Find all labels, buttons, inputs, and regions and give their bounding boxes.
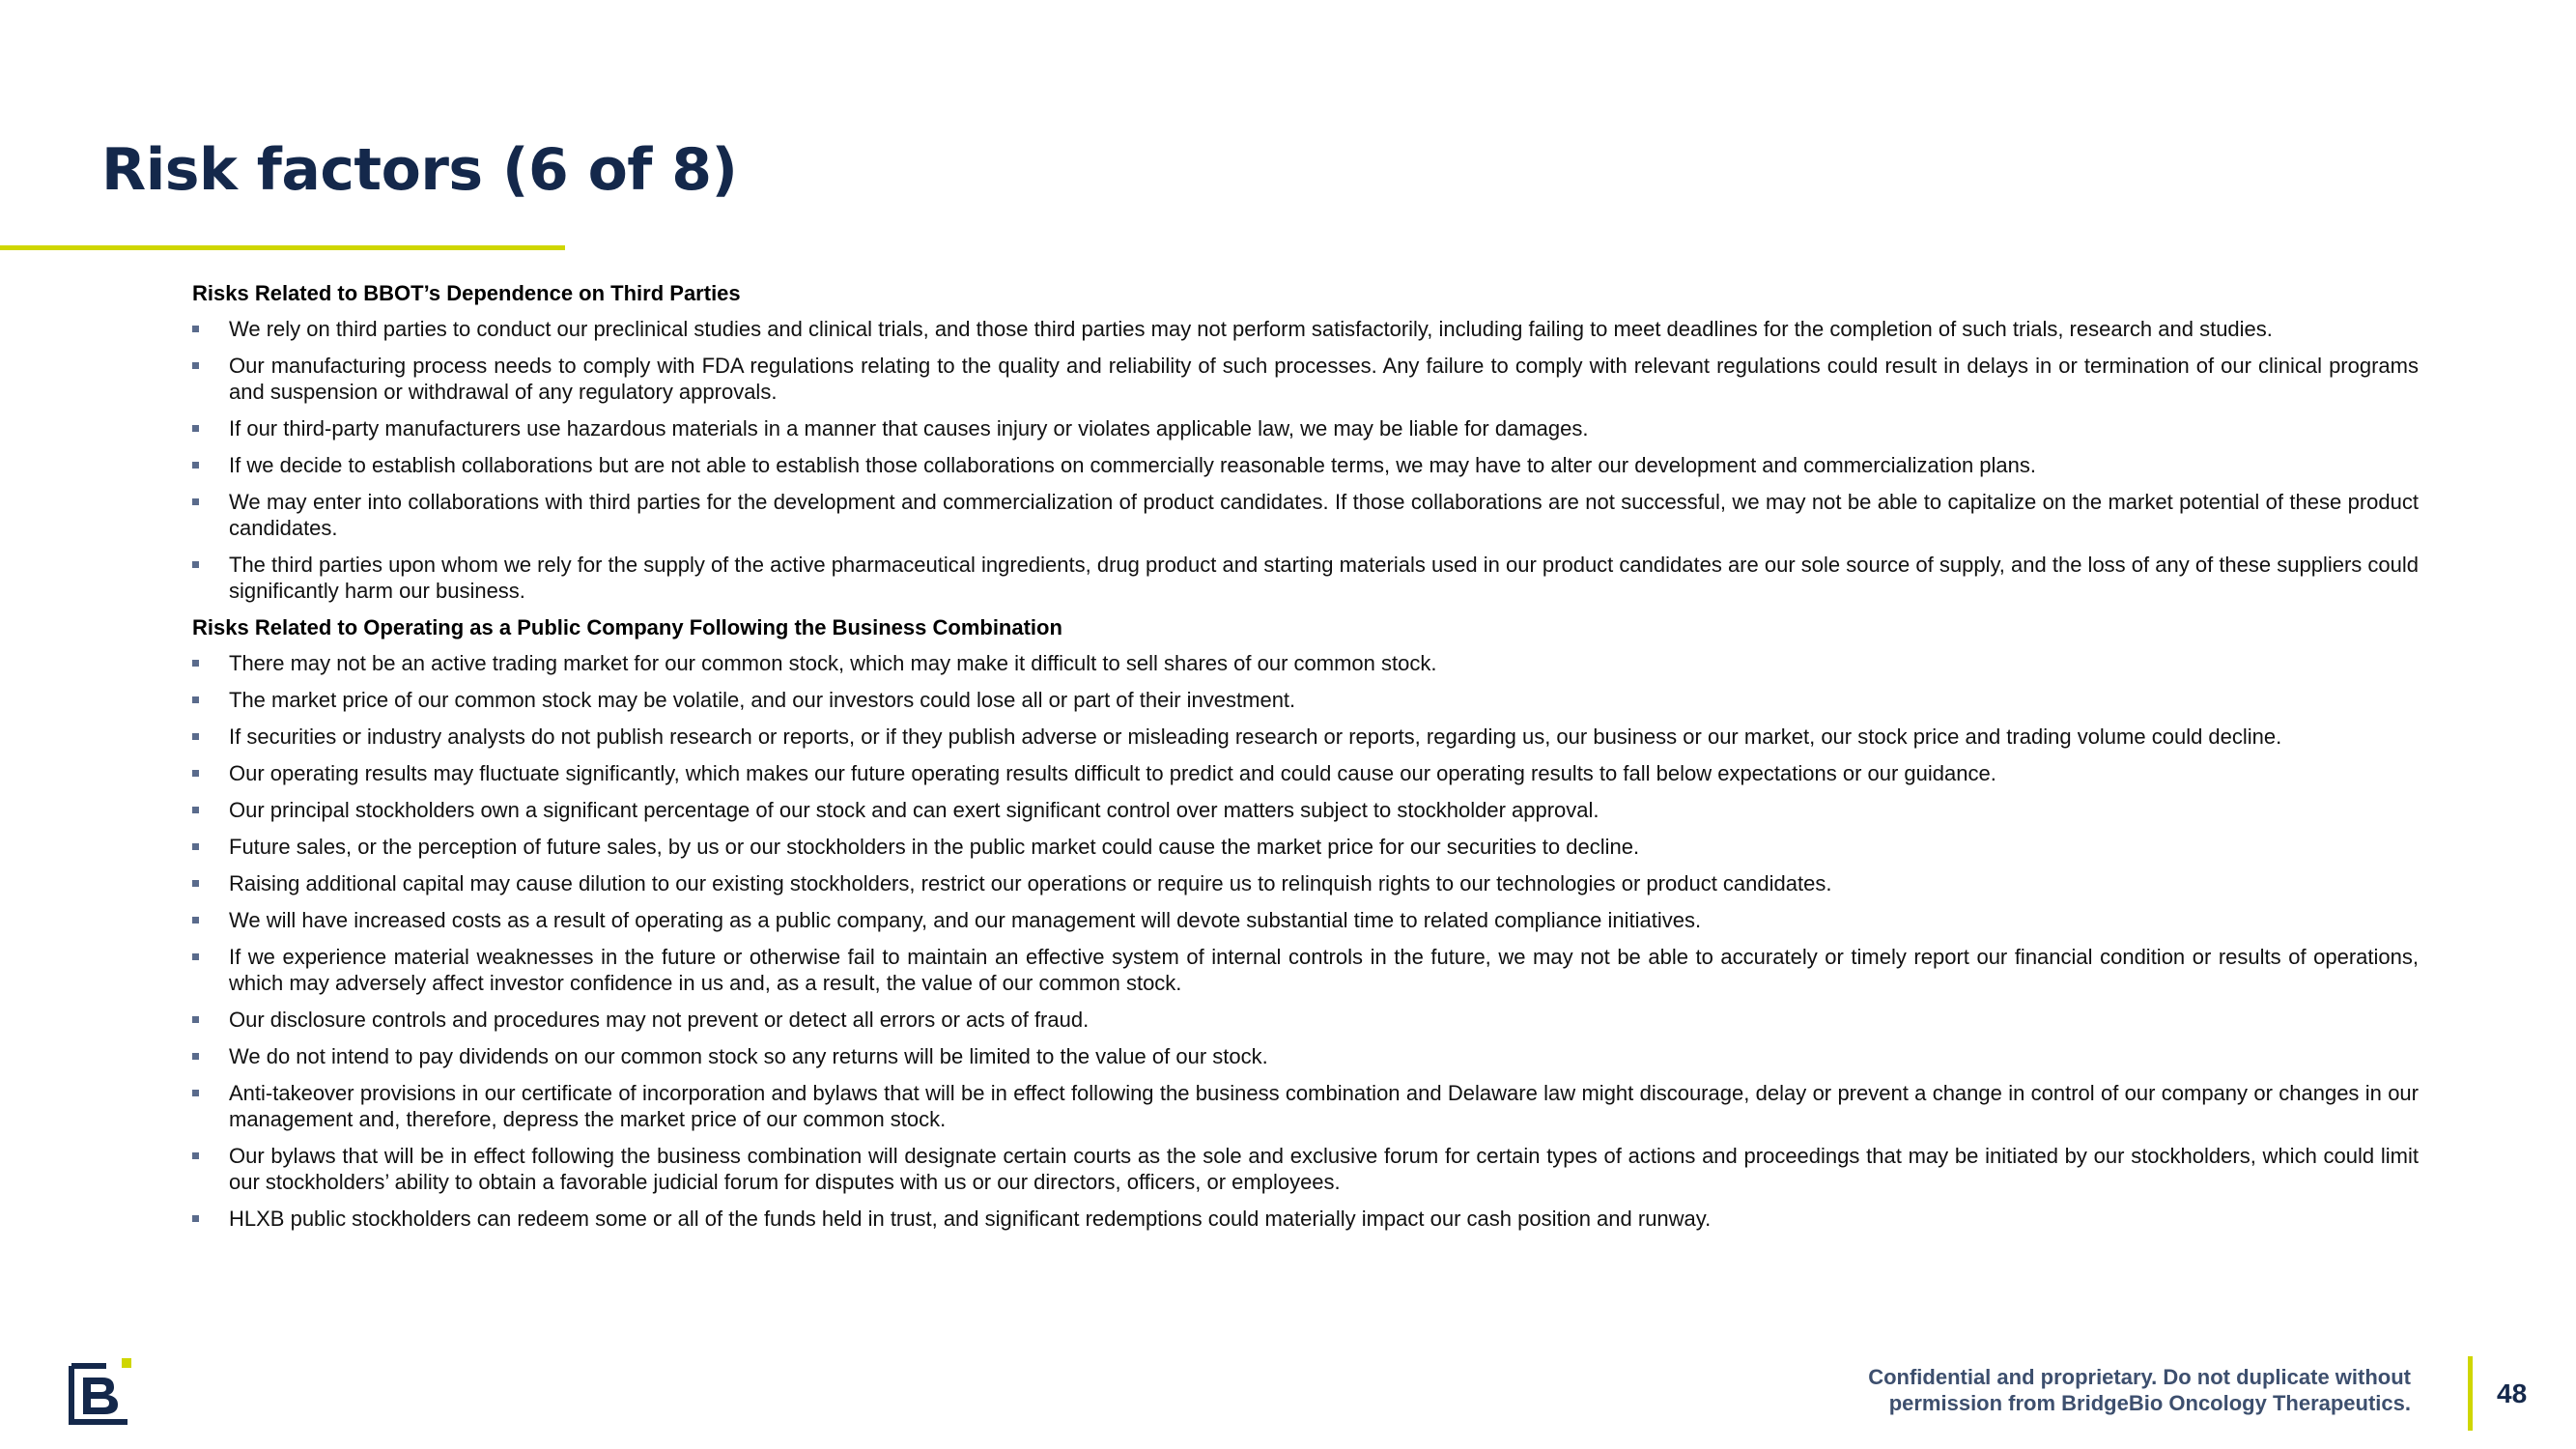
square-bullet-icon: [192, 696, 199, 703]
square-bullet-icon: [192, 326, 199, 332]
list-item: [192, 489, 2419, 541]
list-item: [192, 687, 2419, 713]
list-item-text: Our manufacturing process needs to comply with FDA regulations relating to the quality and reliability of such processes. Any failure to comply with relevant regulations could result in delays in or termination of our clinical programs and suspension or withdrawal of any regulatory approvals.: [229, 354, 2419, 404]
square-bullet-icon: [192, 917, 199, 923]
list-item: [192, 650, 2419, 676]
list-item-text: If securities or industry analysts do not publish research or reports, or if they publish adverse or misleading research or reports, regarding us, our business or our market, our stock price and trading volume could decline.: [229, 724, 2282, 749]
square-bullet-icon: [192, 425, 199, 432]
list-item-text: HLXB public stockholders can redeem some or all of the funds held in trust, and significant redemptions could materially impact our cash position and runway.: [229, 1207, 1712, 1231]
list-item-text: If our third-party manufacturers use hazardous materials in a manner that causes injury or violates applicable law, we may be liable for damages.: [229, 416, 1589, 440]
title-accent-rule: [0, 245, 565, 250]
square-bullet-icon: [192, 660, 199, 667]
list-item: [192, 1080, 2419, 1132]
list-item: [192, 834, 2419, 860]
list-item-text: If we experience material weaknesses in the future or otherwise fail to maintain an effective system of internal controls in the future, we may not be able to accurately or timely report our financial condition or results of operations, which may adversely affect investor confidence in us and, as a result, the value of our common stock.: [229, 945, 2419, 995]
list-item-text: The market price of our common stock may be volatile, and our investors could lose all or part of their investment.: [229, 688, 1296, 712]
footer-line-1: Confidential and proprietary. Do not duplicate without: [1868, 1365, 2411, 1389]
footer-accent-rule: [2468, 1356, 2473, 1431]
slide-title: Risk factors (6 of 8): [101, 136, 738, 204]
list-item-text: Future sales, or the perception of future sales, by us or our stockholders in the public market could cause the market price for our securities to decline.: [229, 835, 1640, 859]
list-item: [192, 870, 2419, 896]
square-bullet-icon: [192, 843, 199, 850]
footer-line-2: permission from BridgeBio Oncology Therapeutics.: [1888, 1391, 2411, 1415]
footer-confidentiality: [1542, 1364, 2411, 1416]
square-bullet-icon: [192, 807, 199, 813]
bullet-list: [192, 650, 2419, 1232]
list-item-text: Our bylaws that will be in effect following the business combination will designate certain courts as the sole and exclusive forum for certain types of actions and proceedings that may be initiated by our stockholders, which could limit our stockholders’ ability to obtain a favorable judicial forum for disputes with us or our directors, officers, or employees.: [229, 1144, 2419, 1194]
list-item: [192, 907, 2419, 933]
square-bullet-icon: [192, 770, 199, 777]
list-item-text: Our disclosure controls and procedures may not prevent or detect all errors or acts of fraud.: [229, 1008, 1090, 1032]
list-item-text: Our operating results may fluctuate significantly, which makes our future operating results difficult to predict and could cause our operating results to fall below expectations or our guidance.: [229, 761, 1996, 785]
list-item: [192, 797, 2419, 823]
page-number: 48: [2497, 1378, 2528, 1408]
list-item: [192, 1043, 2419, 1069]
square-bullet-icon: [192, 498, 199, 505]
list-item: [192, 353, 2419, 405]
list-item: [192, 316, 2419, 342]
list-item-text: We rely on third parties to conduct our preclinical studies and clinical trials, and those third parties may not perform satisfactorily, including failing to meet deadlines for the completion of such trials, research and studies.: [229, 317, 2273, 341]
square-bullet-icon: [192, 1016, 199, 1023]
list-item-text: We do not intend to pay dividends on our common stock so any returns will be limited to the value of our stock.: [229, 1044, 1268, 1068]
list-item-text: Our principal stockholders own a significant percentage of our stock and can exert significant control over matters subject to stockholder approval.: [229, 798, 1599, 822]
list-item: [192, 1007, 2419, 1033]
square-bullet-icon: [192, 462, 199, 469]
bullet-list: [192, 316, 2419, 604]
square-bullet-icon: [192, 362, 199, 369]
section-public-company: [192, 614, 2419, 1232]
section-heading: Risks Related to Operating as a Public Company Following the Business Combination: [192, 615, 1062, 639]
list-item-text: Raising additional capital may cause dilution to our existing stockholders, restrict our operations or require us to relinquish rights to our technologies or product candidates.: [229, 871, 1832, 895]
square-bullet-icon: [192, 880, 199, 887]
square-bullet-icon: [192, 733, 199, 740]
square-bullet-icon: [192, 953, 199, 960]
list-item-text: We may enter into collaborations with third parties for the development and commercialization of product candidates. If those collaborations are not successful, we may not be able to capitalize on the market potential of these product candidates.: [229, 490, 2419, 540]
section-third-parties: [192, 280, 2419, 604]
list-item: [192, 760, 2419, 786]
bridgebio-logo-icon: [68, 1356, 135, 1426]
list-item: [192, 552, 2419, 604]
list-item-text: If we decide to establish collaborations but are not able to establish those collaborations on commercially reasonable terms, we may have to alter our development and commercialization plans.: [229, 453, 2036, 477]
list-item: [192, 1206, 2419, 1232]
square-bullet-icon: [192, 1090, 199, 1096]
risk-factors-content: [192, 280, 2419, 1242]
square-bullet-icon: [192, 1152, 199, 1159]
list-item-text: The third parties upon whom we rely for the supply of the active pharmaceutical ingredients, drug product and starting materials used in our product candidates are our sole source of supply, and the loss of any of these suppliers could significantly harm our business.: [229, 553, 2419, 603]
list-item: [192, 724, 2419, 750]
section-heading: Risks Related to BBOT’s Dependence on Third Parties: [192, 281, 741, 305]
list-item: [192, 452, 2419, 478]
list-item: [192, 944, 2419, 996]
list-item-text: There may not be an active trading market for our common stock, which may make it difficult to sell shares of our common stock.: [229, 651, 1437, 675]
list-item: [192, 415, 2419, 441]
square-bullet-icon: [192, 1215, 199, 1222]
list-item: [192, 1143, 2419, 1195]
list-item-text: Anti-takeover provisions in our certificate of incorporation and bylaws that will be in effect following the business combination and Delaware law might discourage, delay or prevent a change in control of our company or changes in our management and, therefore, depress the market price of our common stock.: [229, 1081, 2419, 1131]
list-item-text: We will have increased costs as a result of operating as a public company, and our management will devote substantial time to related compliance initiatives.: [229, 908, 1702, 932]
square-bullet-icon: [192, 1053, 199, 1060]
square-bullet-icon: [192, 561, 199, 568]
